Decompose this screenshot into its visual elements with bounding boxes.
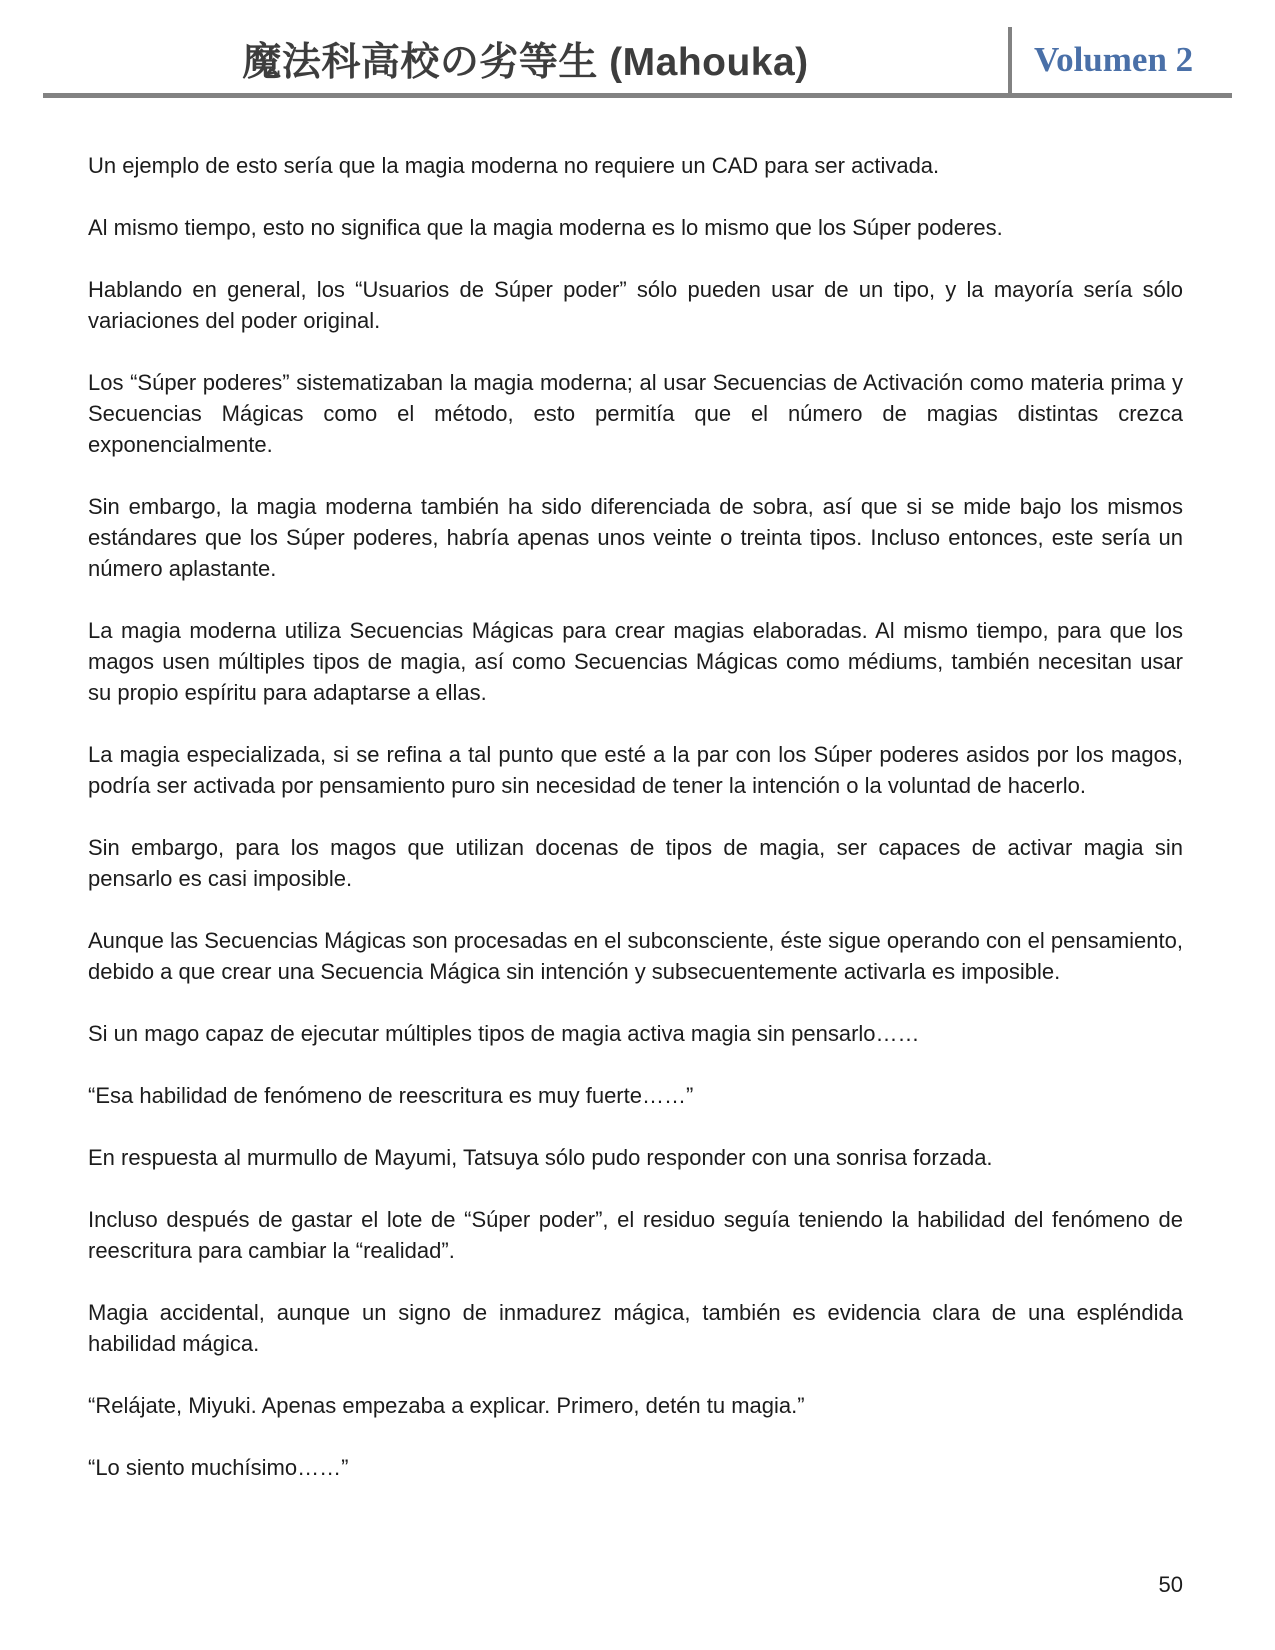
paragraph: Hablando en general, los “Usuarios de Súper poder” sólo pueden usar de un tipo, y la mayoría sería sólo variaciones del poder original. (88, 277, 1183, 333)
header-row (43, 0, 1232, 93)
volume-label: Volumen 2 (1034, 40, 1194, 79)
book-title: 魔法科高校の劣等生 (Mahouka) (242, 41, 809, 84)
paragraph: En respuesta al murmullo de Mayumi, Tatsuya sólo pudo responder con una sonrisa forzada. (88, 1145, 993, 1170)
paragraph: La magia especializada, si se refina a tal punto que esté a la par con los Súper poderes asidos por los magos, podría ser activada por pensamiento puro sin necesidad de tener la intención o la voluntad de hacerlo. (88, 742, 1183, 798)
paragraph: Aunque las Secuencias Mágicas son procesadas en el subconsciente, éste sigue operando con el pensamiento, debido a que crear una Secuencia Mágica sin intención y subsecuentemente activarla es imposible. (88, 928, 1183, 984)
paragraph: “Esa habilidad de fenómeno de reescritura es muy fuerte……” (88, 1083, 694, 1108)
paragraph: Los “Súper poderes” sistematizaban la magia moderna; al usar Secuencias de Activación como materia prima y Secuencias Mágicas como el método, esto permitía que el número de magias distintas crezca exponencialmente. (88, 370, 1183, 457)
page-footer (88, 1572, 1183, 1598)
paragraph: “Relájate, Miyuki. Apenas empezaba a explicar. Primero, detén tu magia.” (88, 1393, 805, 1418)
paragraph: Magia accidental, aunque un signo de inmadurez mágica, también es evidencia clara de una espléndida habilidad mágica. (88, 1300, 1183, 1356)
header-rule (43, 93, 1232, 98)
paragraph: Un ejemplo de esto sería que la magia moderna no requiere un CAD para ser activada. (88, 153, 940, 178)
paragraph: Si un mago capaz de ejecutar múltiples tipos de magia activa magia sin pensarlo…… (88, 1021, 920, 1046)
paragraph: Al mismo tiempo, esto no significa que la magia moderna es lo mismo que los Súper poderes. (88, 215, 1003, 240)
page-header (0, 0, 1275, 98)
paragraph: “Lo siento muchísimo……” (88, 1455, 349, 1480)
paragraph: Sin embargo, la magia moderna también ha sido diferenciada de sobra, así que si se mide bajo los mismos estándares que los Súper poderes, habría apenas unos veinte o treinta tipos. Incluso entonces, este sería un número aplastante. (88, 494, 1183, 581)
page-body (88, 150, 1183, 1572)
paragraph: Incluso después de gastar el lote de “Súper poder”, el residuo seguía teniendo la habilidad del fenómeno de reescritura para cambiar la “realidad”. (88, 1207, 1183, 1263)
header-divider (1008, 27, 1232, 93)
paragraph: Sin embargo, para los magos que utilizan docenas de tipos de magia, ser capaces de activar magia sin pensarlo es casi imposible. (88, 835, 1183, 891)
paragraph: La magia moderna utiliza Secuencias Mágicas para crear magias elaboradas. Al mismo tiempo, para que los magos usen múltiples tipos de magia, así como Secuencias Mágicas como médiums, también necesitan usar su propio espíritu para adaptarse a ellas. (88, 618, 1183, 705)
page-number: 50 (1158, 1572, 1183, 1597)
